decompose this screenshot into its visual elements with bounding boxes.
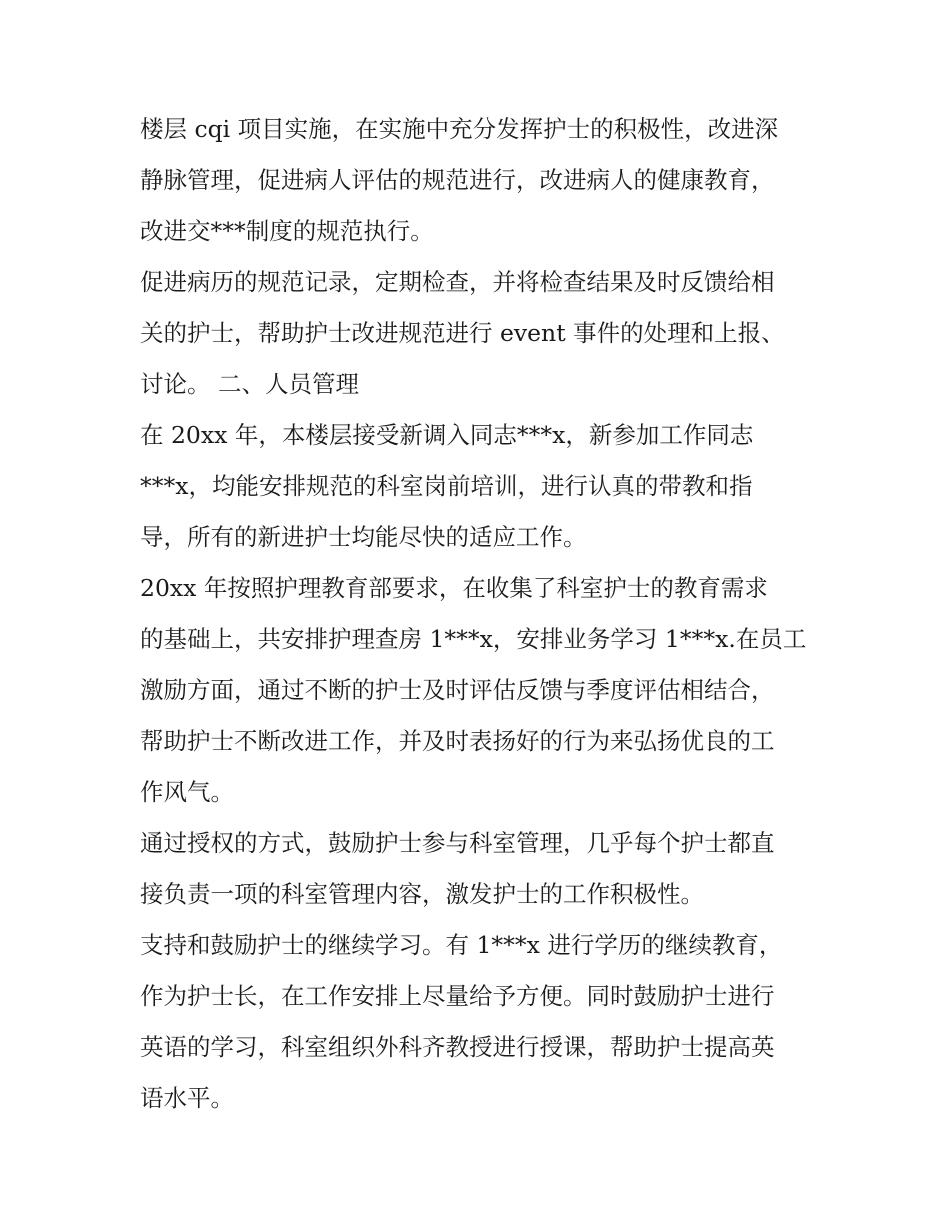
text-line: 英语的学习，科室组织外科齐教授进行授课，帮助护士提高英 xyxy=(140,1033,775,1061)
text-line: 改进交***制度的规范执行。 xyxy=(140,217,434,245)
text-line: 接负责一项的科室管理内容，激发护士的工作积极性。 xyxy=(140,880,704,908)
text-line: 激励方面，通过不断的护士及时评估反馈与季度评估相结合， xyxy=(140,676,775,704)
text-line: 静脉管理，促进病人评估的规范进行，改进病人的健康教育， xyxy=(140,166,775,194)
text-line: 20xx 年按照护理教育部要求，在收集了科室护士的教育需求 xyxy=(140,574,768,602)
text-line: 作为护士长，在工作安排上尽量给予方便。同时鼓励护士进行 xyxy=(140,982,775,1010)
document-body xyxy=(140,104,820,1124)
text-line: 作风气。 xyxy=(140,778,234,806)
text-line: 导，所有的新进护士均能尽快的适应工作。 xyxy=(140,523,587,551)
text-line: 楼层 cqi 项目实施，在实施中充分发挥护士的积极性，改进深 xyxy=(140,115,779,143)
text-line: 帮助护士不断改进工作，并及时表扬好的行为来弘扬优良的工 xyxy=(140,727,775,755)
text-line: 通过授权的方式，鼓励护士参与科室管理，几乎每个护士都直 xyxy=(140,829,775,857)
text-line: ***x，均能安排规范的科室岗前培训，进行认真的带教和指 xyxy=(140,472,753,500)
section-heading-line: 讨论。 二、人员管理 xyxy=(140,370,359,398)
text-line: 在 20xx 年，本楼层接受新调入同志***x，新参加工作同志 xyxy=(140,421,754,449)
text-line: 支持和鼓励护士的继续学习。有 1***x 进行学历的继续教育， xyxy=(140,931,783,959)
text-line: 促进病历的规范记录，定期检查，并将检查结果及时反馈给相 xyxy=(140,268,775,296)
text-line: 的基础上，共安排护理查房 1***x，安排业务学习 1***x.在员工 xyxy=(140,625,807,653)
text-line: 关的护士，帮助护士改进规范进行 event 事件的处理和上报、 xyxy=(140,319,785,347)
text-line: 语水平。 xyxy=(140,1084,234,1112)
